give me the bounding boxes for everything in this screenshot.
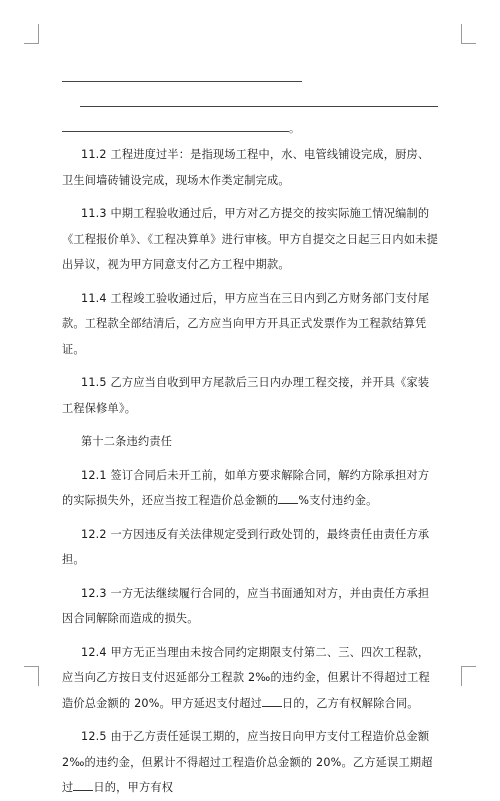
crop-mark-top-left-horizontal — [24, 43, 39, 44]
crop-mark-bottom-left-horizontal — [24, 666, 39, 667]
crop-mark-bottom-right-vertical — [461, 666, 462, 686]
clause-12-4 — [62, 640, 440, 717]
article-12-heading: 第十二条违约责任 — [81, 435, 173, 448]
crop-mark-bottom-right-horizontal — [461, 666, 476, 667]
clause-12-4-text-before: 12.4 甲方无正当理由未按合同约定期限支付第二、三、四次工程款，应当向乙方按日支付迟延部分工程款 2‰的违约金，但累计不得超过工程造价总金额的 20%。甲方延迟支付超过 — [62, 645, 430, 710]
crop-mark-top-right-vertical — [461, 24, 462, 44]
blank-line-3 — [62, 131, 289, 132]
blank-line-2 — [80, 106, 438, 107]
clause-12-1-text-after: %支付违约金。 — [298, 494, 378, 507]
clause-12-5-text-before: 12.5 由于乙方责任延误工期的，应当按日向甲方支付工程造价总金额 2‰的违约金，但累计不得超过工程造价总金额的 20%。乙方延误工期超过 — [62, 730, 433, 794]
clause-12-1-text-before: 12.1 签订合同后未开工前，如单方要求解除合同，解约方除承担对方的实际损失外，还应当按工程造价总金额的 — [62, 468, 430, 507]
blank-line-1 — [62, 81, 302, 82]
blank-line-end-mark: 。 — [289, 122, 300, 135]
clause-11-5: 11.5 乙方应当自收到甲方尾款后三日内办理工程交接，并开具《家装工程保修单》。 — [62, 376, 430, 415]
clause-11-2: 11.2 工程进度过半：是指现场工程中，水、电管线铺设完成，厨房、卫生间墙砖铺设完成，现场木作类定制完成。 — [62, 148, 430, 187]
clause-12-4-text-after: 日的，乙方有权解除合同。 — [282, 696, 419, 710]
fill-in-blank — [278, 493, 298, 504]
clause-12-2: 12.2 一方因违反有关法律规定受到行政处罚的，最终责任由责任方承担。 — [62, 527, 430, 566]
crop-mark-top-left-vertical — [38, 24, 39, 44]
clause-12-3: 12.3 一方无法继续履行合同的，应当书面通知对方，并由责任方承担因合同解除而造成的损失。 — [62, 586, 430, 625]
crop-mark-top-right-horizontal — [461, 43, 476, 44]
document-body — [62, 142, 440, 801]
clause-12-1 — [62, 463, 440, 514]
clause-11-4: 11.4 工程竣工验收通过后，甲方应当在三日内到乙方财务部门支付尾款。工程款全部结清后，乙方应当向甲方开具正式发票作为工程款结算凭证。 — [62, 291, 430, 356]
fill-in-blank — [262, 696, 282, 707]
fill-in-blank — [73, 780, 93, 791]
clause-12-5 — [62, 724, 440, 801]
clause-12-5-text-after: 日的，甲方有权 — [93, 781, 174, 794]
clause-11-3: 11.3 中期工程验收通过后，甲方对乙方提交的按实际施工情况编制的《工程报价单》、《工程决算单》进行审核。甲方自提交之日起三日内如未提出异议，视为甲方同意支付乙方工程中期款。 — [62, 207, 438, 271]
crop-mark-bottom-left-vertical — [38, 666, 39, 686]
